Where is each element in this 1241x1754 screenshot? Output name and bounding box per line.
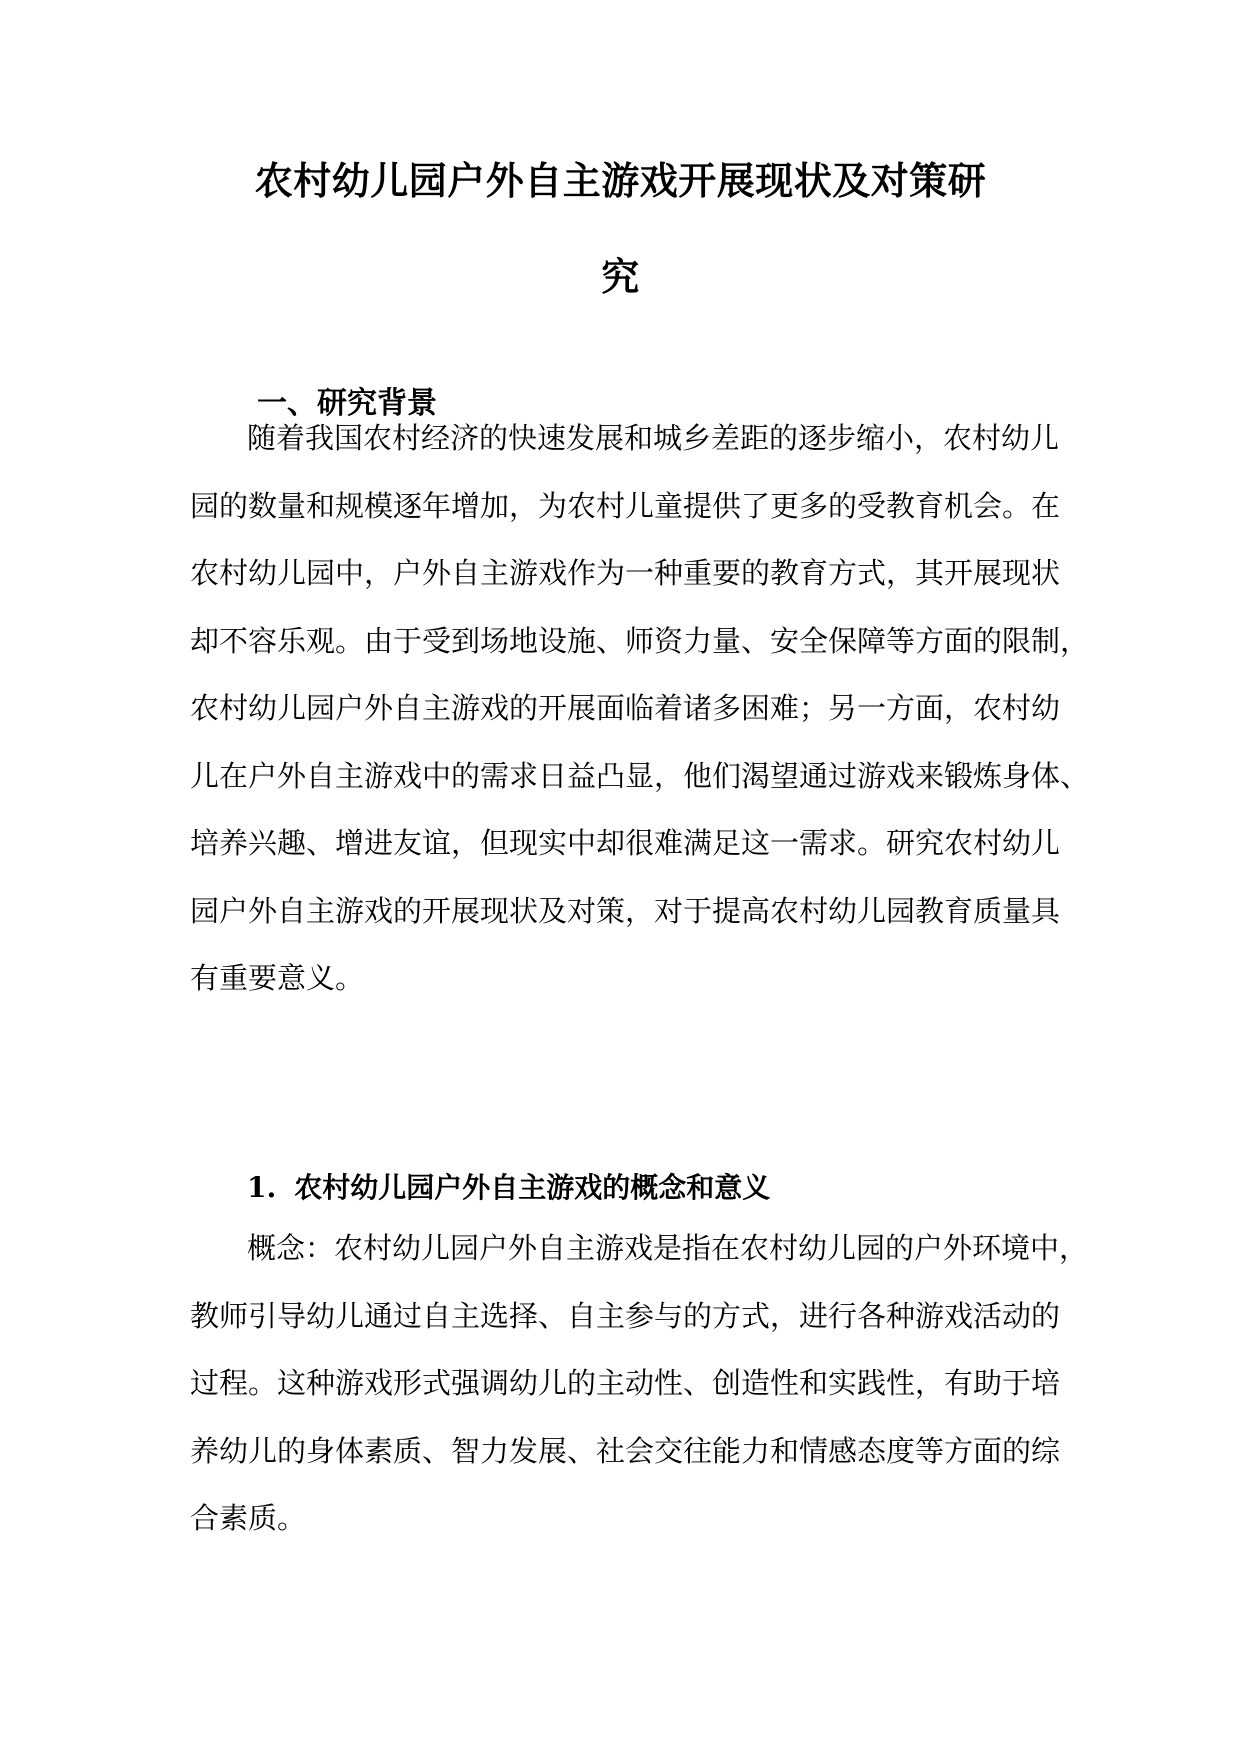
subsection-heading-concept-and-meaning (247, 1166, 770, 1206)
section-heading-research-background: 一、研究背景 (257, 386, 437, 421)
paragraph-line: 农村幼儿园中，户外自主游戏作为一种重要的教育方式，其开展现状 (190, 556, 1061, 590)
subsection-number: 1. (247, 1171, 277, 1204)
subsection-title: 农村幼儿园户外自主游戏的概念和意义 (294, 1171, 771, 1204)
paragraph-line: 过程。这种游戏形式强调幼儿的主动性、创造性和实践性，有助于培 (190, 1366, 1061, 1400)
paragraph-line: 园的数量和规模逐年增加，为农村儿童提供了更多的受教育机会。在 (190, 489, 1061, 523)
paragraph-line: 概念：农村幼儿园户外自主游戏是指在农村幼儿园的户外环境中， (247, 1231, 1089, 1265)
paragraph-line: 合素质。 (190, 1501, 307, 1535)
paragraph-line: 园户外自主游戏的开展现状及对策，对于提高农村幼儿园教育质量具 (190, 894, 1061, 928)
document-title-line-1: 农村幼儿园户外自主游戏开展现状及对策研 (254, 158, 987, 203)
paragraph-line: 儿在户外自主游戏中的需求日益凸显，他们渴望通过游戏来锻炼身体、 (190, 759, 1090, 793)
paragraph-line: 教师引导幼儿通过自主选择、自主参与的方式，进行各种游戏活动的 (190, 1299, 1061, 1333)
paragraph-line: 却不容乐观。由于受到场地设施、师资力量、安全保障等方面的限制， (190, 624, 1090, 658)
document-title-line-2: 究 (601, 254, 640, 299)
paragraph-line: 随着我国农村经济的快速发展和城乡差距的逐步缩小，农村幼儿 (247, 421, 1060, 455)
paragraph-line: 培养兴趣、增进友谊，但现实中却很难满足这一需求。研究农村幼儿 (190, 826, 1061, 860)
paragraph-line: 养幼儿的身体素质、智力发展、社会交往能力和情感态度等方面的综 (190, 1434, 1061, 1468)
paragraph-line: 农村幼儿园户外自主游戏的开展面临着诸多困难；另一方面，农村幼 (190, 691, 1061, 725)
paragraph-line: 有重要意义。 (190, 961, 365, 995)
